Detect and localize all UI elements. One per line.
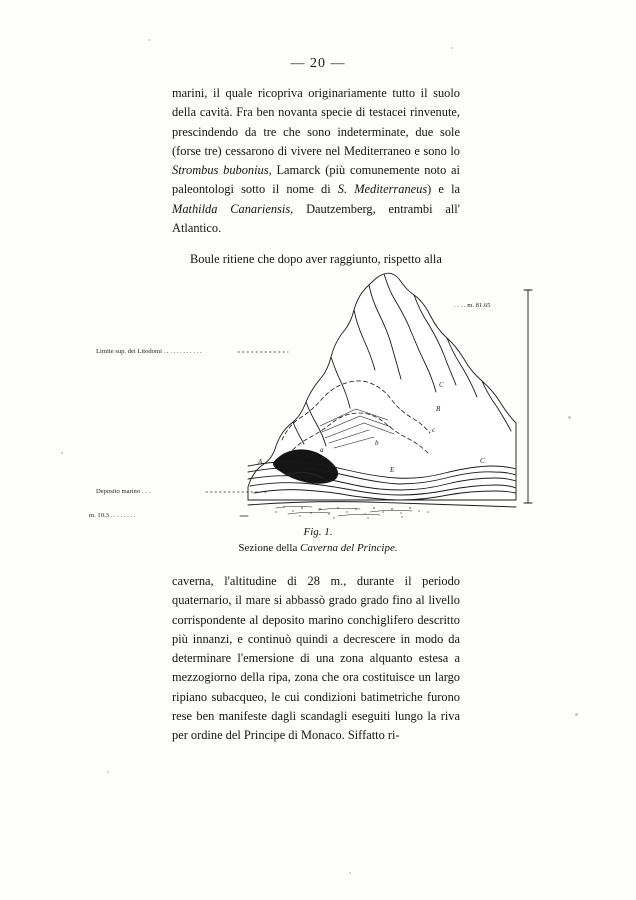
figure-sezione-caverna [88,250,558,550]
scan-speck [575,713,578,716]
figure-label-quota-low [89,512,135,519]
figure-label-deposito-text: Deposito marino [96,488,141,495]
body-text: ) e la [427,182,461,197]
body-text: marini, il quale ricopriva originariamente tutto il suolo della cavità. Fra ben novanta specie di testacei rinvenute, prescindendo da tre che sono indeterminate, due sole (forse tre) cessarono di vivere nel Mediterraneo e sono lo [172,86,460,158]
bottom-text-block [172,572,460,746]
figure-label-limite-text: Limite sup. dei Litodomi [96,348,162,355]
species-name: S. Mediterraneus [337,182,428,197]
figure-label-limite-dots: . . . . . . . . . . . . [163,348,202,355]
figure-letter-B: B [436,405,441,413]
cave-section-drawing [88,250,558,550]
paragraph-2: Boule ritiene che dopo aver raggiunto, rispetto alla [190,252,442,267]
paragraph-3: caverna, l'altitudine di 28 m., durante il periodo quaternario, il mare si abbassò grado grado fino al livello corrispondente al deposito marino conchiglifero descritto più innanzi, e continuò quindi a decrescere in modo da determinare l'emersione di una zona alquanto estesa a mezzogiorno della ripa, zona che ora costituisce un largo ripiano subacqueo, le cui condizioni batimetriche furono rese ben manifeste dagli scandagli eseguiti lungo la riva per ordine del Principe di Monaco. Siffatto ri- [172,574,460,743]
paragraph-1 [172,84,460,238]
scan-speck [107,771,109,773]
scan-speck [61,452,63,454]
figure-label-deposito [96,488,150,495]
scan-speck [568,416,571,419]
figure-label-quota-low-text: m. 10.3 [89,512,109,519]
figure-letter-E: E [390,466,395,474]
figure-caption-title-italic: Caverna del Principe. [300,542,398,554]
figure-letter-A: A [258,458,263,466]
figure-caption-number: Fig. 1. [303,526,333,538]
figure-caption-title-plain: Sezione della [238,542,301,554]
figure-caption-title [0,540,636,556]
top-text-block [172,84,460,270]
figure-label-limite [96,348,202,355]
figure-letter-c: c [432,426,436,434]
scan-speck [148,39,150,41]
scan-speck [349,872,351,874]
figure-label-quota-low-dots: . . . . . . . . [110,512,136,519]
scan-speck [451,47,453,49]
figure-label-quota-high [454,302,490,309]
figure-letter-b: b [375,439,379,447]
figure-label-quota-high-dots: . . . . [454,302,466,309]
figure-label-quota-high-text: m. 81.65 [467,302,491,309]
body-text: , Lamarck (più comunemente noto ai paleontologi sotto il nome di [172,163,461,197]
figure-letter-a: a [320,446,324,454]
figure-letter-C: C [439,381,444,389]
page-number: — 20 — [290,56,346,71]
species-name: Strombus bubonius [172,163,269,178]
figure-caption [0,524,636,556]
figure-label-deposito-dots: . . . [141,488,151,495]
species-name: Mathilda Canariensis [172,201,291,216]
body-text: , Dautzemberg, entrambi all' Atlantico. [172,201,460,236]
deposit-stipple [275,506,428,518]
figure-letter-C: C [480,457,485,465]
